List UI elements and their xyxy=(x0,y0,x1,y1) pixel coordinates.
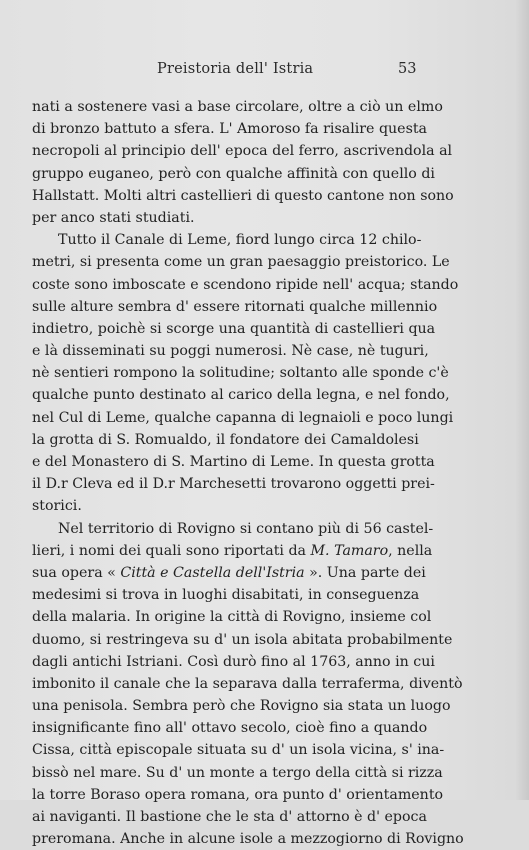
text-line: Cissa, città episcopale situata su d' un isola vicina, s' ina- xyxy=(32,742,445,759)
text-line: Hallstatt. Molti altri castellieri di questo cantone non sono xyxy=(32,187,454,204)
text-line: la torre Boraso opera romana, ora punto d' orientamento xyxy=(32,786,444,803)
line-segment: , nella xyxy=(388,542,433,559)
text-line: e del Monastero di S. Martino di Leme. In questa grotta xyxy=(32,454,435,470)
text-line: metri, si presenta come un gran paesaggio preistorico. Le xyxy=(32,254,450,271)
work-title: Città e Castella dell'Istria xyxy=(120,564,305,581)
text-line: indietro, poichè si scorge una quantità di castellieri qua xyxy=(32,320,436,337)
line-segment: sua opera « xyxy=(32,564,121,581)
text-line: insignificante fino all' ottavo secolo, cioè fino a quando xyxy=(32,720,428,737)
page-number: 53 xyxy=(398,61,417,77)
text-line: nè sentieri rompono la solitudine; soltanto alle sponde c'è xyxy=(32,365,449,382)
author-name: M. Tamaro xyxy=(310,542,389,559)
text-line: imbonito il canale che la separava dalla terraferma, diventò xyxy=(32,675,463,692)
text-line: e là disseminati su poggi numerosi. Nè case, nè tuguri, xyxy=(32,343,429,360)
text-line: della malaria. In origine la città di Rovigno, insieme col xyxy=(32,609,432,626)
text-line: coste sono imboscate e scendono ripide nell' acqua; stando xyxy=(32,276,459,293)
text-line: il D.r Cleva ed il D.r Marchesetti trovarono oggetti prei- xyxy=(32,476,435,493)
text-line: Nel territorio di Rovigno si contano più di 56 castel- xyxy=(58,520,434,537)
text-line: una penisola. Sembra però che Rovigno sia stata un luogo xyxy=(32,698,451,715)
line-segment: ». Una parte dei xyxy=(304,564,426,581)
text-line: di bronzo battuto a sfera. L' Amoroso fa risalire questa xyxy=(32,121,428,138)
line-segment: lieri, i nomi dei quali sono riportati da xyxy=(32,542,311,559)
text-line: necropoli al principio dell' epoca del ferro, ascrivendola al xyxy=(32,143,453,160)
text-line: nati a sostenere vasi a base circolare, oltre a ciò un elmo xyxy=(32,99,443,115)
text-line: dagli antichi Istriani. Così durò fino al 1763, anno in cui xyxy=(32,653,435,670)
text-line: preromana. Anche in alcune isole a mezzogiorno di Rovigno xyxy=(32,831,464,848)
text-line: per anco stati studiati. xyxy=(32,209,195,226)
text-line: bissò nel mare. Su d' un monte a tergo della città si rizza xyxy=(32,764,443,781)
text-line: sulle alture sembra d' essere ritornati qualche millennio xyxy=(32,298,438,315)
text-line: qualche punto destinato al carico della legna, e nel fondo, xyxy=(32,387,450,404)
text-line: ai naviganti. Il bastione che le sta d' attorno è d' epoca xyxy=(32,809,427,825)
text-line: duomo, si restringeva su d' un isola abitata probabilmente xyxy=(32,631,453,648)
text-line: medesimi si trova in luoghi disabitati, in conseguenza xyxy=(32,587,420,604)
running-title: Preistoria dell' Istria xyxy=(157,61,314,77)
text-line: gruppo euganeo, però con qualche affinità con quello di xyxy=(32,165,435,182)
text-line: la grotta di S. Romualdo, il fondatore dei Camaldolesi xyxy=(32,431,419,448)
text-line: Tutto il Canale di Leme, fiord lungo circa 12 chilo- xyxy=(58,232,422,249)
text-line-with-author xyxy=(32,540,433,562)
body-text xyxy=(32,96,464,850)
text-line: nel Cul di Leme, qualche capanna di legnaioli e poco lungi xyxy=(32,409,454,426)
text-line: storici. xyxy=(32,498,82,515)
running-head xyxy=(0,61,529,81)
text-line-with-title xyxy=(32,562,426,584)
